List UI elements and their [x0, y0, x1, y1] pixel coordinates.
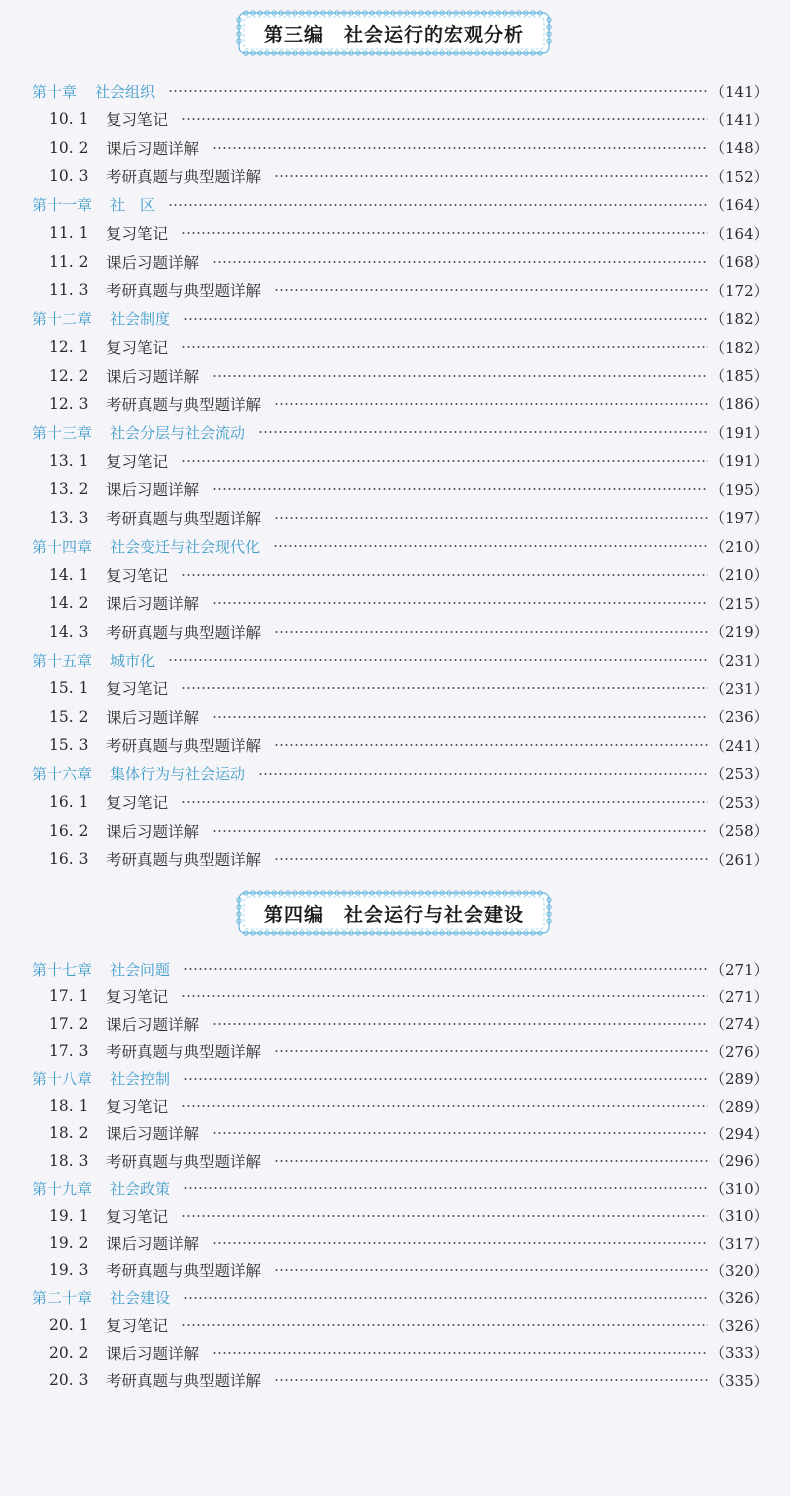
toc-section-row[interactable]	[0, 1256, 790, 1284]
chapter-number: 第十章	[32, 82, 78, 101]
dot-leader	[181, 687, 708, 689]
page-number: （236）	[710, 708, 769, 727]
toc-chapter-row[interactable]	[0, 1284, 790, 1312]
dot-leader	[183, 968, 708, 970]
page-number: （294）	[710, 1124, 769, 1143]
chapter-title: 社会问题	[110, 960, 171, 979]
dot-leader	[212, 375, 708, 377]
dot-leader	[212, 261, 708, 263]
section-number: 13. 3	[49, 508, 89, 527]
dot-leader	[168, 90, 708, 92]
dot-leader	[274, 1160, 708, 1162]
page-number: （241）	[710, 736, 769, 755]
dot-leader	[181, 1324, 708, 1326]
dot-leader	[212, 1242, 708, 1244]
page-number: （141）	[710, 82, 769, 101]
page-number: （219）	[710, 623, 769, 642]
dot-leader	[181, 574, 708, 576]
chapter-number: 第十一章	[32, 196, 93, 215]
page-number: （289）	[710, 1070, 769, 1089]
dot-leader	[168, 204, 708, 206]
section-title: 考研真题与典型题详解	[106, 282, 262, 301]
section-number: 18. 3	[49, 1151, 89, 1170]
page-number: （310）	[710, 1179, 769, 1198]
dot-leader	[274, 289, 708, 291]
chapter-title: 社会组织	[95, 82, 156, 101]
section-title: 课后习题详解	[106, 822, 200, 841]
dot-leader	[274, 1379, 708, 1381]
toc-section-row[interactable]	[0, 1339, 790, 1367]
chapter-title: 社会控制	[110, 1070, 171, 1089]
toc-chapter-row[interactable]	[0, 646, 790, 674]
toc-section-row[interactable]	[0, 475, 790, 503]
page-number: （289）	[710, 1097, 769, 1116]
section-title: 课后习题详解	[106, 481, 200, 500]
part-header	[236, 10, 552, 56]
page-number: （172）	[710, 281, 769, 300]
dot-leader	[181, 1105, 708, 1107]
section-number: 19. 2	[49, 1234, 89, 1252]
section-title: 课后习题详解	[106, 367, 200, 386]
section-title: 课后习题详解	[106, 1015, 200, 1034]
toc-section-row[interactable]	[0, 618, 790, 646]
page-number: （191）	[710, 452, 769, 471]
toc-section-row[interactable]	[0, 817, 790, 845]
section-title: 考研真题与典型题详解	[106, 1152, 262, 1171]
dot-leader	[274, 858, 708, 860]
toc-chapter-row[interactable]	[0, 532, 790, 560]
page-number: （182）	[710, 310, 769, 329]
page-number: （258）	[710, 822, 769, 841]
page-number: （320）	[710, 1261, 769, 1280]
dot-leader	[181, 801, 708, 803]
section-title: 考研真题与典型题详解	[106, 851, 262, 870]
section-title: 复习笔记	[106, 1317, 169, 1336]
toc-section-row[interactable]	[0, 1037, 790, 1065]
section-number: 13. 2	[49, 480, 89, 499]
page-number: （271）	[710, 987, 769, 1006]
page-number: （317）	[710, 1234, 769, 1253]
section-number: 20. 1	[49, 1316, 89, 1335]
toc-section-row[interactable]	[0, 248, 790, 276]
dot-leader	[181, 346, 708, 348]
section-title: 考研真题与典型题详解	[106, 1043, 262, 1062]
toc-section-row[interactable]	[0, 504, 790, 532]
dot-leader	[274, 517, 708, 519]
dot-leader	[212, 1352, 708, 1354]
page-number: （253）	[710, 793, 769, 812]
toc-section-row[interactable]	[0, 134, 790, 162]
section-title: 复习笔记	[106, 111, 169, 130]
dot-leader	[183, 1297, 708, 1299]
dot-leader	[181, 1215, 708, 1217]
section-number: 11. 2	[49, 252, 89, 271]
section-title: 考研真题与典型题详解	[106, 1372, 262, 1390]
section-number: 16. 3	[49, 850, 89, 869]
section-title: 考研真题与典型题详解	[106, 509, 262, 528]
chapter-title: 城市化	[110, 651, 156, 670]
page-number: （191）	[710, 423, 769, 442]
section-title: 课后习题详解	[106, 708, 200, 727]
dot-leader	[274, 1050, 708, 1052]
dot-leader	[274, 631, 708, 633]
dot-leader	[273, 545, 708, 547]
section-number: 10. 3	[49, 167, 89, 186]
chapter-title: 社会分层与社会流动	[110, 423, 246, 442]
toc-section-row[interactable]	[0, 561, 790, 589]
page-number: （164）	[710, 196, 769, 215]
toc-section-row[interactable]	[0, 390, 790, 418]
section-title: 复习笔记	[106, 1098, 169, 1116]
page-number: （261）	[710, 850, 769, 869]
page-number: （186）	[710, 395, 769, 414]
page-number: （310）	[710, 1207, 769, 1226]
page-number: （182）	[710, 338, 769, 357]
dot-leader	[212, 830, 708, 832]
section-number: 14. 1	[49, 565, 89, 584]
section-number: 12. 1	[49, 338, 89, 357]
page-number: （148）	[710, 139, 769, 158]
toc-section-row[interactable]	[0, 589, 790, 617]
toc-section-row[interactable]	[0, 1366, 790, 1394]
toc-chapter-row[interactable]	[0, 1174, 790, 1202]
section-number: 15. 1	[49, 679, 89, 698]
page-number: （274）	[710, 1015, 769, 1034]
toc-section-row[interactable]	[0, 1092, 790, 1120]
part-header	[236, 890, 552, 936]
toc-section-row[interactable]	[0, 1147, 790, 1175]
section-number: 17. 3	[49, 1042, 89, 1061]
toc-section-row[interactable]	[0, 1311, 790, 1339]
page-number: （231）	[710, 651, 769, 670]
page-number: （195）	[710, 480, 769, 499]
dot-leader	[183, 1187, 708, 1189]
dot-leader	[212, 1132, 708, 1134]
section-number: 19. 3	[49, 1261, 89, 1280]
page-number: （164）	[710, 224, 769, 243]
chapter-number: 第十九章	[32, 1179, 93, 1198]
chapter-title: 社会制度	[110, 310, 171, 329]
toc-section-row[interactable]	[0, 982, 790, 1010]
dot-leader	[181, 460, 708, 462]
chapter-number: 第十三章	[32, 423, 93, 442]
toc-section-row[interactable]	[0, 162, 790, 190]
section-title: 课后习题详解	[106, 253, 200, 272]
dot-leader	[212, 1023, 708, 1025]
section-number: 12. 3	[49, 394, 89, 413]
dot-leader	[183, 318, 708, 320]
chapter-number: 第十八章	[32, 1070, 93, 1089]
dot-leader	[212, 488, 708, 490]
section-number: 17. 1	[49, 987, 89, 1006]
section-title: 课后习题详解	[106, 139, 200, 158]
dot-leader	[168, 659, 708, 661]
section-title: 考研真题与典型题详解	[106, 1262, 262, 1281]
chapter-title: 社会政策	[110, 1179, 171, 1198]
chapter-number: 第十七章	[32, 960, 93, 979]
toc-chapter-row[interactable]	[0, 305, 790, 333]
section-title: 复习笔记	[106, 680, 169, 699]
section-number: 19. 1	[49, 1206, 89, 1225]
dot-leader	[181, 118, 708, 120]
section-number: 16. 2	[49, 821, 89, 840]
toc-section-row[interactable]	[0, 447, 790, 475]
section-number: 16. 1	[49, 793, 89, 812]
section-title: 考研真题与典型题详解	[106, 623, 262, 642]
toc-section-row[interactable]	[0, 362, 790, 390]
page-number: （197）	[710, 509, 769, 528]
toc-section-row[interactable]	[0, 731, 790, 759]
toc-chapter-row[interactable]	[0, 191, 790, 219]
chapter-title: 社会变迁与社会现代化	[110, 537, 261, 556]
dot-leader	[258, 431, 708, 433]
section-title: 复习笔记	[106, 988, 169, 1007]
chapter-number: 第十二章	[32, 310, 93, 329]
page-number: （333）	[710, 1344, 769, 1363]
page-number: （335）	[710, 1371, 769, 1390]
chapter-title: 社 区	[110, 196, 156, 215]
dot-leader	[212, 716, 708, 718]
chapter-title: 社会建设	[110, 1289, 171, 1308]
toc-chapter-row[interactable]	[0, 77, 790, 105]
toc-section-row[interactable]	[0, 674, 790, 702]
toc-section-row[interactable]	[0, 333, 790, 361]
section-title: 复习笔记	[106, 794, 169, 813]
section-number: 11. 1	[49, 224, 89, 243]
toc-section-row[interactable]	[0, 1010, 790, 1038]
toc-section-row[interactable]	[0, 1119, 790, 1147]
section-number: 14. 3	[49, 622, 89, 641]
page-number: （326）	[710, 1289, 769, 1308]
section-number: 17. 2	[49, 1014, 89, 1033]
dot-leader	[181, 995, 708, 997]
toc-section-row[interactable]	[0, 1202, 790, 1230]
dot-leader	[181, 232, 708, 234]
toc-section-row[interactable]	[0, 845, 790, 873]
section-number: 14. 2	[49, 594, 89, 613]
section-number: 13. 1	[49, 451, 89, 470]
part-title: 第四编 社会运行与社会建设	[263, 903, 524, 926]
page-number: （326）	[710, 1316, 769, 1335]
section-title: 复习笔记	[106, 1207, 169, 1226]
page-number: （168）	[710, 253, 769, 272]
chapter-number: 第十四章	[32, 537, 93, 556]
dot-leader	[212, 147, 708, 149]
dot-leader	[274, 744, 708, 746]
section-title: 课后习题详解	[106, 1125, 200, 1144]
section-title: 复习笔记	[106, 339, 169, 358]
part-title: 第三编 社会运行的宏观分析	[263, 23, 524, 46]
section-title: 考研真题与典型题详解	[106, 168, 262, 187]
section-number: 20. 3	[49, 1371, 89, 1389]
section-number: 20. 2	[49, 1343, 89, 1362]
page-number: （210）	[710, 537, 769, 556]
section-title: 课后习题详解	[106, 595, 200, 614]
page-number: （231）	[710, 679, 769, 698]
section-number: 11. 3	[49, 281, 89, 300]
toc-chapter-row[interactable]	[0, 1065, 790, 1093]
page-number: （253）	[710, 765, 769, 784]
section-title: 课后习题详解	[106, 1344, 200, 1363]
toc-section-row[interactable]	[0, 276, 790, 304]
section-number: 12. 2	[49, 366, 89, 385]
chapter-number: 第十六章	[32, 765, 93, 784]
section-number: 10. 2	[49, 138, 89, 157]
section-title: 课后习题详解	[106, 1235, 200, 1253]
section-number: 18. 2	[49, 1124, 89, 1143]
section-number: 10. 1	[49, 110, 89, 129]
chapter-title: 集体行为与社会运动	[110, 765, 246, 784]
dot-leader	[212, 602, 708, 604]
section-title: 考研真题与典型题详解	[106, 737, 262, 756]
chapter-number: 第二十章	[32, 1289, 93, 1308]
dot-leader	[183, 1078, 708, 1080]
page-number: （185）	[710, 367, 769, 385]
dot-leader	[274, 1269, 708, 1271]
toc-section-row[interactable]	[0, 703, 790, 731]
dot-leader	[258, 773, 708, 775]
page-number: （276）	[710, 1042, 769, 1061]
toc-section-row[interactable]	[0, 105, 790, 133]
section-number: 18. 1	[49, 1097, 89, 1115]
section-title: 复习笔记	[106, 225, 169, 244]
toc-section-row[interactable]	[0, 219, 790, 247]
toc-chapter-row[interactable]	[0, 955, 790, 983]
dot-leader	[274, 175, 708, 177]
section-title: 复习笔记	[106, 566, 169, 585]
toc-section-row[interactable]	[0, 788, 790, 816]
toc-chapter-row[interactable]	[0, 760, 790, 788]
section-number: 15. 3	[49, 736, 89, 755]
chapter-number: 第十五章	[32, 651, 93, 670]
page-number: （296）	[710, 1152, 769, 1171]
page-number: （215）	[710, 594, 769, 613]
page-number: （141）	[710, 110, 769, 129]
section-title: 复习笔记	[106, 452, 169, 471]
toc-chapter-row[interactable]	[0, 418, 790, 446]
section-number: 15. 2	[49, 707, 89, 726]
page-number: （210）	[710, 566, 769, 585]
section-title: 考研真题与典型题详解	[106, 395, 262, 414]
page-number: （271）	[710, 960, 769, 979]
toc-section-row[interactable]	[0, 1229, 790, 1257]
page-number: （152）	[710, 167, 769, 186]
dot-leader	[274, 403, 708, 405]
